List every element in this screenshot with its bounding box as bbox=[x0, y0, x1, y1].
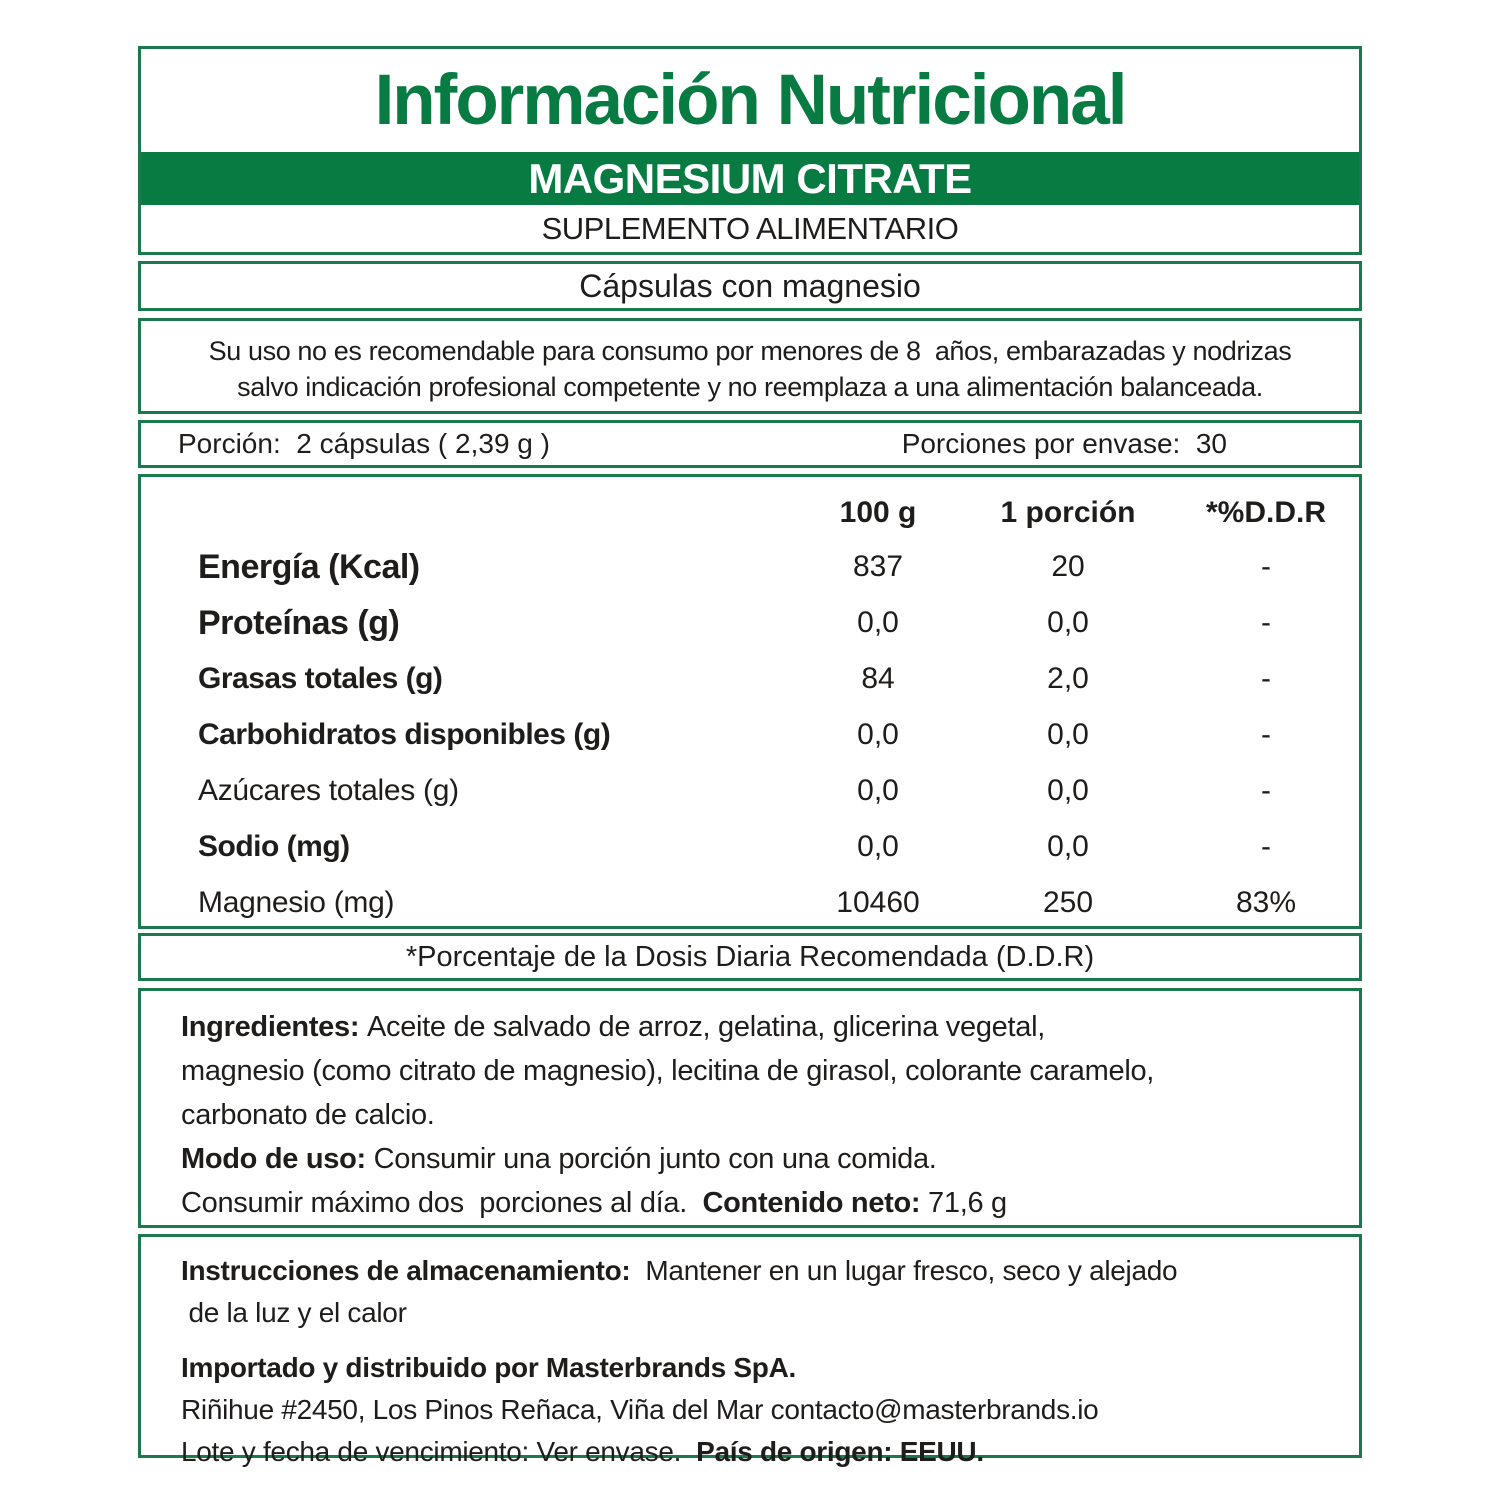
page-title: Información Nutricional bbox=[374, 61, 1126, 140]
table-row-grasas bbox=[141, 651, 1359, 707]
row-label: Grasas totales (g) bbox=[198, 662, 443, 695]
table-row-sodio bbox=[141, 819, 1359, 875]
footnote-box bbox=[138, 933, 1362, 981]
value-per100: 0,0 bbox=[857, 606, 899, 639]
usage-text: Consumir una porción junto con una comida. bbox=[373, 1143, 937, 1175]
value-ddr: - bbox=[1261, 662, 1271, 695]
ingredients-box bbox=[138, 988, 1362, 1228]
nutrition-table bbox=[138, 474, 1362, 929]
col-header-100g: 100 g bbox=[839, 496, 917, 529]
lot-line bbox=[181, 1431, 1345, 1473]
value-ddr: - bbox=[1261, 606, 1271, 639]
portion-box bbox=[138, 420, 1362, 468]
row-label: Magnesio (mg) bbox=[198, 886, 395, 919]
usage-label: Modo de uso: bbox=[181, 1143, 374, 1175]
row-label: Energía (Kcal) bbox=[198, 547, 420, 586]
col-header-portion: 1 porción bbox=[1000, 496, 1136, 529]
supplement-subtitle: SUPLEMENTO ALIMENTARIO bbox=[541, 210, 959, 246]
value-portion: 0,0 bbox=[1047, 606, 1089, 639]
nutrition-label bbox=[138, 46, 1362, 1467]
header-box bbox=[138, 46, 1362, 255]
value-per100: 84 bbox=[861, 662, 895, 695]
value-per100: 0,0 bbox=[857, 830, 899, 863]
storage-line-1 bbox=[181, 1250, 1345, 1292]
value-per100: 837 bbox=[852, 550, 904, 583]
address-line: Riñihue #2450, Los Pinos Reñaca, Viña del Mar contacto@masterbrands.io bbox=[181, 1394, 1099, 1425]
table-row-azucares bbox=[141, 763, 1359, 819]
warning-line-1: Su uso no es recomendable para consumo por menores de 8 años, embarazadas y nodrizas bbox=[208, 336, 1292, 366]
value-ddr: - bbox=[1261, 550, 1271, 583]
importer-line: Importado y distribuido por Masterbrands SpA. bbox=[181, 1352, 796, 1383]
value-portion: 0,0 bbox=[1047, 718, 1089, 751]
value-ddr: 83% bbox=[1235, 886, 1297, 919]
value-ddr: - bbox=[1261, 718, 1271, 751]
row-label: Sodio (mg) bbox=[198, 830, 350, 863]
storage-box bbox=[138, 1234, 1362, 1467]
value-per100: 0,0 bbox=[857, 774, 899, 807]
value-portion: 250 bbox=[1042, 886, 1094, 919]
storage-label: Instrucciones de almacenamiento: bbox=[181, 1255, 646, 1286]
row-label: Proteínas (g) bbox=[198, 603, 400, 642]
table-row-magnesio bbox=[141, 875, 1359, 931]
ingredients-line-2: magnesio (como citrato de magnesio), lecitina de girasol, colorante caramelo, bbox=[181, 1055, 1155, 1087]
form-line: Cápsulas con magnesio bbox=[579, 267, 921, 304]
usage-text-2: Consumir máximo dos porciones al día. bbox=[181, 1187, 703, 1219]
warning-line-2: salvo indicación profesional competente y no reemplaza a una alimentación balanceada. bbox=[237, 372, 1263, 402]
storage-text-1: Mantener en un lugar fresco, seco y alejado bbox=[645, 1255, 1178, 1286]
ingredients-line-3: carbonato de calcio. bbox=[181, 1099, 435, 1131]
ingredients-text-1: Aceite de salvado de arroz, gelatina, glicerina vegetal, bbox=[366, 1011, 1045, 1043]
usage-line-1 bbox=[181, 1137, 1345, 1181]
table-header-row bbox=[141, 487, 1359, 539]
spacer bbox=[181, 1334, 1345, 1347]
value-ddr: - bbox=[1261, 774, 1271, 807]
value-per100: 10460 bbox=[836, 886, 920, 919]
value-portion: 0,0 bbox=[1047, 830, 1089, 863]
value-ddr: - bbox=[1261, 830, 1271, 863]
value-portion: 2,0 bbox=[1047, 662, 1089, 695]
lot-text: Lote y fecha de vencimiento: Ver envase. bbox=[181, 1436, 697, 1467]
value-portion: 20 bbox=[1051, 550, 1085, 583]
usage-line-2 bbox=[181, 1181, 1345, 1225]
table-row-proteinas bbox=[141, 595, 1359, 651]
net-content-label: Contenido neto: bbox=[702, 1187, 921, 1219]
table-row-energia bbox=[141, 539, 1359, 595]
form-box bbox=[138, 261, 1362, 311]
origin-label: País de origen: EEUU. bbox=[696, 1436, 984, 1467]
net-content-value: 71,6 g bbox=[920, 1187, 1007, 1219]
ingredients-label: Ingredientes: bbox=[181, 1011, 367, 1043]
table-row-carbohidratos bbox=[141, 707, 1359, 763]
product-band bbox=[141, 152, 1359, 205]
ingredients-line-1 bbox=[181, 1005, 1345, 1049]
portion-per-container: Porciones por envase: 30 bbox=[901, 428, 1227, 459]
footnote-text: *Porcentaje de la Dosis Diaria Recomendada (D.D.R) bbox=[405, 940, 1095, 973]
value-portion: 0,0 bbox=[1047, 774, 1089, 807]
warning-box bbox=[138, 318, 1362, 414]
row-label: Azúcares totales (g) bbox=[198, 774, 459, 807]
product-name: MAGNESIUM CITRATE bbox=[528, 154, 972, 202]
storage-line-2: de la luz y el calor bbox=[181, 1297, 407, 1328]
value-per100: 0,0 bbox=[857, 718, 899, 751]
row-label: Carbohidratos disponibles (g) bbox=[198, 718, 611, 751]
col-header-ddr: *%D.D.R bbox=[1205, 496, 1326, 529]
portion-serving: Porción: 2 cápsulas ( 2,39 g ) bbox=[178, 428, 550, 459]
